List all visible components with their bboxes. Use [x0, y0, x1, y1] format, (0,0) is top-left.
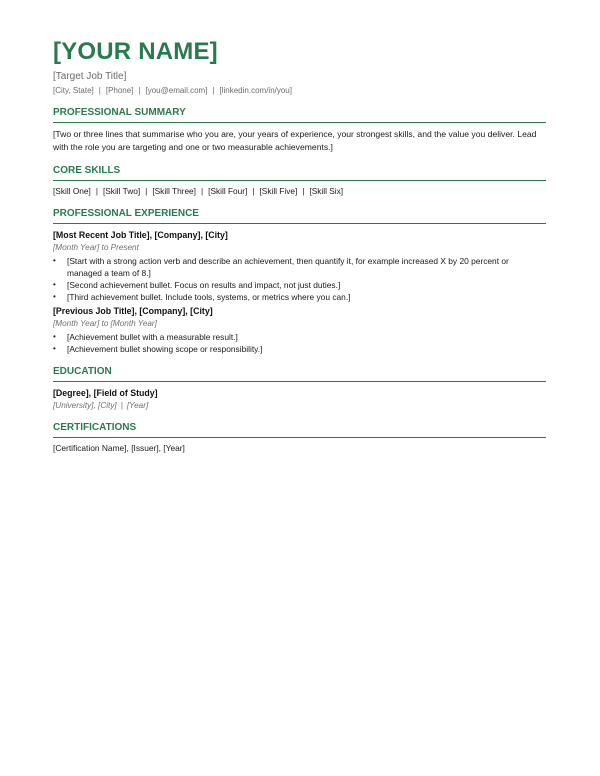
achievement-bullet [53, 331, 546, 343]
education-section [53, 366, 546, 411]
job-entry [53, 305, 546, 355]
bullet-text: [Achievement bullet showing scope or responsibility.] [67, 344, 263, 354]
job-bullets [53, 331, 546, 355]
contact-linkedin: [linkedin.com/in/you] [219, 86, 292, 95]
summary-section [53, 107, 546, 154]
job-dates: [Month Year] to Present [53, 243, 139, 252]
target-job-title: [Target Job Title] [53, 71, 127, 82]
skill-item: [Skill Four] [208, 186, 248, 196]
contact-email: [you@email.com] [145, 86, 208, 95]
certification-line: [Certification Name], [Issuer], [Year] [53, 443, 185, 453]
achievement-bullet [53, 279, 546, 291]
skill-item: [Skill Two] [102, 186, 141, 196]
bullet-glyph: • [53, 256, 56, 265]
job-entry [53, 229, 546, 303]
contact-location: [City, State] [53, 86, 94, 95]
university-line [53, 400, 546, 411]
graduation-year: [Year] [126, 401, 149, 410]
skill-separator: | [252, 186, 255, 196]
skill-separator: | [302, 186, 305, 196]
education-body [53, 387, 546, 411]
skill-item: [Skill Three] [152, 186, 196, 196]
bullet-text: [Third achievement bullet. Include tools, systems, or metrics where you can.] [67, 292, 351, 302]
bullet-text: [Start with a strong action verb and describe an achievement, then quantify it, for example increased X by 20 percent or managed a team of 8.] [67, 256, 509, 278]
certifications-heading: CERTIFICATIONS [53, 422, 546, 438]
achievement-bullet [53, 255, 546, 279]
experience-section [53, 208, 546, 355]
contact-separator: | [138, 86, 141, 95]
summary-text: [Two or three lines that summarise who you are, your years of experience, your strongest skills, and the value you deliver. Lead with the role you are targeting and one or two measurable achievements.] [53, 129, 537, 152]
degree-line: [Degree], [Field of Study] [53, 388, 158, 398]
skill-separator: | [95, 186, 98, 196]
achievement-bullet [53, 291, 546, 303]
university-separator: | [120, 401, 123, 410]
university-name: [University], [City] [53, 401, 117, 410]
skill-item: [Skill One] [53, 186, 91, 196]
bullet-glyph: • [53, 332, 56, 341]
bullet-text: [Achievement bullet with a measurable result.] [67, 332, 238, 342]
bullet-glyph: • [53, 292, 56, 301]
skills-section [53, 165, 546, 197]
skill-separator: | [145, 186, 148, 196]
job-title: [Most Recent Job Title], [Company], [City] [53, 230, 228, 240]
job-bullets [53, 255, 546, 303]
contact-separator: | [212, 86, 215, 95]
contact-line [53, 86, 546, 96]
achievement-bullet [53, 343, 546, 355]
contact-phone: [Phone] [105, 86, 134, 95]
education-heading: EDUCATION [53, 366, 546, 382]
contact-separator: | [98, 86, 101, 95]
experience-heading: PROFESSIONAL EXPERIENCE [53, 208, 546, 224]
bullet-glyph: • [53, 280, 56, 289]
experience-body [53, 229, 546, 355]
certifications-section [53, 422, 546, 454]
candidate-name: [YOUR NAME] [53, 38, 218, 65]
skills-list [53, 186, 546, 197]
skill-item: [Skill Five] [259, 186, 298, 196]
summary-heading: PROFESSIONAL SUMMARY [53, 107, 546, 123]
bullet-text: [Second achievement bullet. Focus on results and impact, not just duties.] [67, 280, 341, 290]
skill-separator: | [200, 186, 204, 196]
job-title: [Previous Job Title], [Company], [City] [53, 306, 213, 316]
skill-item: [Skill Six] [309, 186, 344, 196]
bullet-glyph: • [53, 344, 56, 353]
job-dates: [Month Year] to [Month Year] [53, 319, 157, 328]
skills-heading: CORE SKILLS [53, 165, 546, 181]
resume-content [53, 38, 546, 454]
